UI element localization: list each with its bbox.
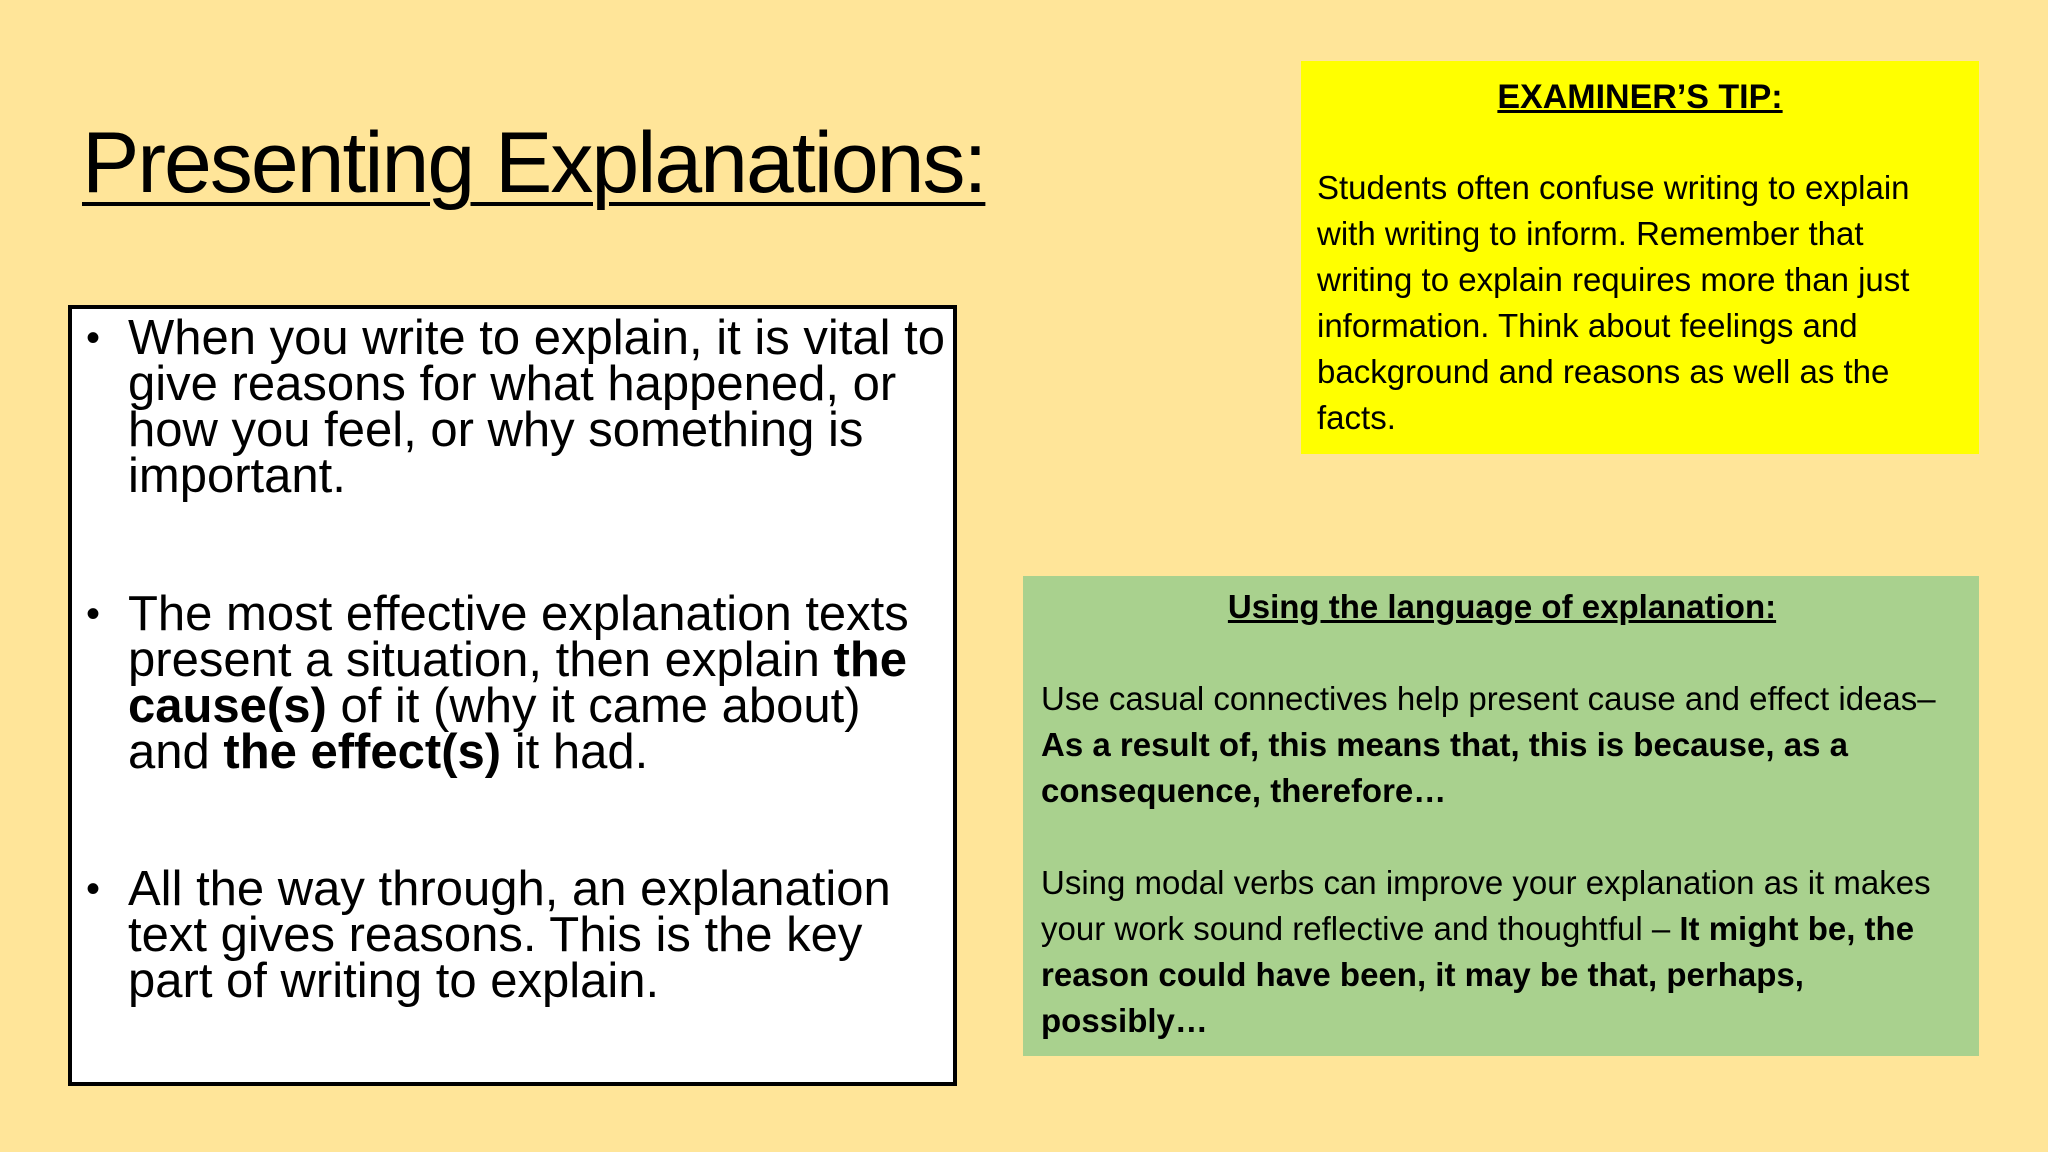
bullet-text-bold: the effect(s) bbox=[223, 725, 502, 779]
bullet-item bbox=[86, 311, 946, 503]
examiner-tip-box bbox=[1301, 61, 1979, 454]
examiner-tip-body: Students often confuse writing to explain with writing to inform. Remember that writing to explain requires more than just information. Think about feelings and background and reasons as well as the facts. bbox=[1317, 169, 1910, 436]
bullet-text-bold: the cause(s) bbox=[128, 633, 908, 733]
bullet-text-plain: All the way through, an explanation text gives reasons. This is the key part of writing to explain. bbox=[128, 862, 891, 1008]
bullet-text bbox=[128, 862, 946, 1008]
language-heading: Using the language of explanation: bbox=[1227, 588, 1777, 625]
bullet-item bbox=[86, 587, 946, 779]
bullet-text bbox=[128, 311, 946, 503]
connectives-examples: As a result of, this means that, this is because, as a consequence, therefore… bbox=[1041, 726, 1848, 809]
modal-verbs-paragraph bbox=[1041, 860, 1963, 1044]
bullet-item bbox=[86, 862, 946, 1008]
bullet-text bbox=[128, 587, 946, 779]
modal-verbs-text: Using modal verbs can improve your explanation as it makes your work sound reflective and thoughtful – bbox=[1041, 864, 1931, 947]
bullet-dot-icon: • bbox=[86, 592, 101, 636]
bullet-text-plain: of it (why it came about) and bbox=[128, 679, 861, 779]
slide-title: Presenting Explanations: bbox=[82, 115, 986, 211]
connectives-text: Use casual connectives help present cause and effect ideas– bbox=[1041, 680, 1936, 717]
bullet-text-plain: The most effective explanation texts present a situation, then explain bbox=[128, 587, 909, 687]
bullet-dot-icon: • bbox=[86, 867, 101, 911]
bullet-text-plain: it had. bbox=[501, 725, 649, 779]
connectives-paragraph bbox=[1041, 676, 1963, 814]
modal-verbs-examples: It might be, the reason could have been, it may be that, perhaps, possibly… bbox=[1041, 910, 1915, 1039]
bullet-text-plain: When you write to explain, it is vital to give reasons for what happened, or how you feel, or why something is important. bbox=[128, 311, 946, 503]
bullet-list-box bbox=[68, 305, 957, 1086]
bullet-dot-icon: • bbox=[86, 316, 101, 360]
language-of-explanation-box bbox=[1023, 576, 1979, 1056]
examiner-tip-heading: EXAMINER’S TIP: bbox=[1497, 78, 1783, 116]
